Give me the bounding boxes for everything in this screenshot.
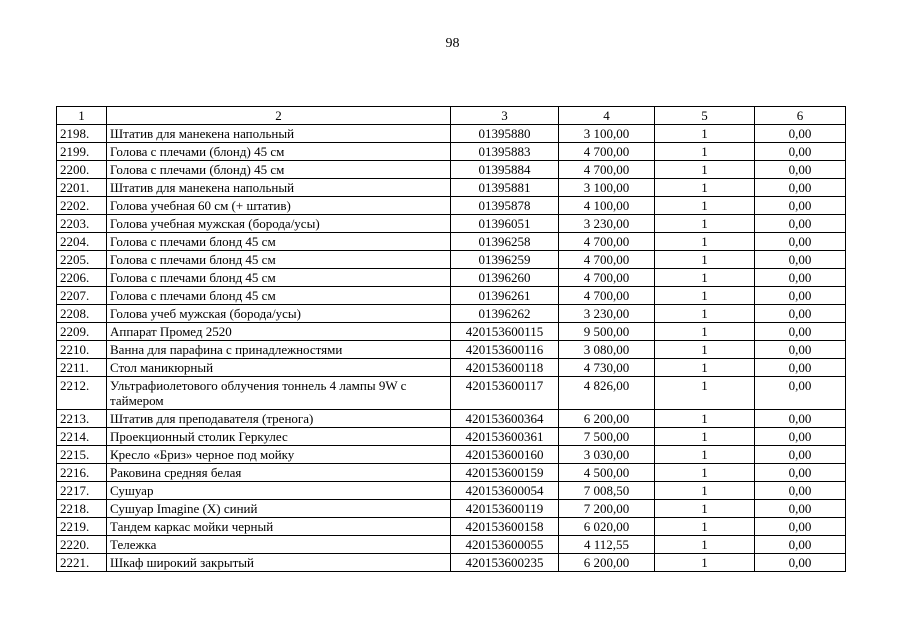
- quantity-cell: 1: [655, 377, 755, 410]
- table-row: [57, 305, 846, 323]
- row-number-cell: 2211.: [57, 359, 107, 377]
- price-cell: 4 100,00: [559, 197, 655, 215]
- price-cell: 6 200,00: [559, 554, 655, 572]
- column-header-3: 3: [451, 107, 559, 125]
- row-number-cell: 2204.: [57, 233, 107, 251]
- inventory-code-cell: 420153600361: [451, 428, 559, 446]
- row-number-cell: 2207.: [57, 287, 107, 305]
- inventory-code-cell: 01396262: [451, 305, 559, 323]
- row-number-cell: 2216.: [57, 464, 107, 482]
- header-row: [57, 107, 846, 125]
- inventory-code-cell: 01395883: [451, 143, 559, 161]
- residual-value-cell: 0,00: [755, 143, 846, 161]
- row-number-cell: 2198.: [57, 125, 107, 143]
- price-cell: 3 230,00: [559, 305, 655, 323]
- quantity-cell: 1: [655, 143, 755, 161]
- table-row: [57, 428, 846, 446]
- residual-value-cell: 0,00: [755, 482, 846, 500]
- item-name-cell: Голова с плечами (блонд) 45 см: [107, 143, 451, 161]
- row-number-cell: 2206.: [57, 269, 107, 287]
- residual-value-cell: 0,00: [755, 518, 846, 536]
- item-name-cell: Голова с плечами (блонд) 45 см: [107, 161, 451, 179]
- residual-value-cell: 0,00: [755, 287, 846, 305]
- residual-value-cell: 0,00: [755, 233, 846, 251]
- inventory-code-cell: 01396260: [451, 269, 559, 287]
- price-cell: 4 112,55: [559, 536, 655, 554]
- item-name-cell: Голова с плечами блонд 45 см: [107, 251, 451, 269]
- price-cell: 4 730,00: [559, 359, 655, 377]
- price-cell: 4 500,00: [559, 464, 655, 482]
- inventory-code-cell: 01395884: [451, 161, 559, 179]
- quantity-cell: 1: [655, 446, 755, 464]
- price-cell: 4 700,00: [559, 233, 655, 251]
- quantity-cell: 1: [655, 197, 755, 215]
- table-row: [57, 377, 846, 410]
- quantity-cell: 1: [655, 500, 755, 518]
- table-row: [57, 410, 846, 428]
- price-cell: 6 020,00: [559, 518, 655, 536]
- quantity-cell: 1: [655, 305, 755, 323]
- item-name-cell: Тележка: [107, 536, 451, 554]
- price-cell: 3 230,00: [559, 215, 655, 233]
- item-name-cell: Проекционный столик Геркулес: [107, 428, 451, 446]
- quantity-cell: 1: [655, 464, 755, 482]
- price-cell: 9 500,00: [559, 323, 655, 341]
- item-name-cell: Штатив для преподавателя (тренога): [107, 410, 451, 428]
- column-header-5: 5: [655, 107, 755, 125]
- table-row: [57, 341, 846, 359]
- price-cell: 4 700,00: [559, 251, 655, 269]
- residual-value-cell: 0,00: [755, 125, 846, 143]
- inventory-code-cell: 420153600160: [451, 446, 559, 464]
- item-name-cell: Голова с плечами блонд 45 см: [107, 269, 451, 287]
- item-name-cell: Стол маникюрный: [107, 359, 451, 377]
- residual-value-cell: 0,00: [755, 197, 846, 215]
- table-row: [57, 464, 846, 482]
- inventory-code-cell: 420153600055: [451, 536, 559, 554]
- price-cell: 4 700,00: [559, 287, 655, 305]
- residual-value-cell: 0,00: [755, 215, 846, 233]
- column-header-1: 1: [57, 107, 107, 125]
- item-name-cell: Голова учеб мужская (борода/усы): [107, 305, 451, 323]
- inventory-code-cell: 420153600054: [451, 482, 559, 500]
- row-number-cell: 2221.: [57, 554, 107, 572]
- residual-value-cell: 0,00: [755, 179, 846, 197]
- residual-value-cell: 0,00: [755, 341, 846, 359]
- item-name-cell: Голова учебная мужская (борода/усы): [107, 215, 451, 233]
- inventory-code-cell: 420153600119: [451, 500, 559, 518]
- residual-value-cell: 0,00: [755, 536, 846, 554]
- quantity-cell: 1: [655, 179, 755, 197]
- price-cell: 3 100,00: [559, 125, 655, 143]
- quantity-cell: 1: [655, 251, 755, 269]
- residual-value-cell: 0,00: [755, 446, 846, 464]
- table-body: [57, 125, 846, 572]
- inventory-code-cell: 01396051: [451, 215, 559, 233]
- row-number-cell: 2199.: [57, 143, 107, 161]
- item-name-cell: Ультрафиолетового облучения тоннель 4 лампы 9W с таймером: [107, 377, 451, 410]
- inventory-code-cell: 01396258: [451, 233, 559, 251]
- column-header-2: 2: [107, 107, 451, 125]
- item-name-cell: Ванна для парафина с принадлежностями: [107, 341, 451, 359]
- item-name-cell: Голова учебная 60 см (+ штатив): [107, 197, 451, 215]
- row-number-cell: 2215.: [57, 446, 107, 464]
- price-cell: 7 500,00: [559, 428, 655, 446]
- table-row: [57, 554, 846, 572]
- table-row: [57, 287, 846, 305]
- table-row: [57, 161, 846, 179]
- residual-value-cell: 0,00: [755, 464, 846, 482]
- page-number: 98: [445, 36, 460, 51]
- inventory-code-cell: 420153600235: [451, 554, 559, 572]
- inventory-code-cell: 420153600118: [451, 359, 559, 377]
- item-name-cell: Аппарат Промед 2520: [107, 323, 451, 341]
- residual-value-cell: 0,00: [755, 251, 846, 269]
- residual-value-cell: 0,00: [755, 269, 846, 287]
- residual-value-cell: 0,00: [755, 410, 846, 428]
- inventory-code-cell: 01395878: [451, 197, 559, 215]
- quantity-cell: 1: [655, 554, 755, 572]
- inventory-code-cell: 01395881: [451, 179, 559, 197]
- table-row: [57, 482, 846, 500]
- price-cell: 3 100,00: [559, 179, 655, 197]
- row-number-cell: 2200.: [57, 161, 107, 179]
- price-cell: 6 200,00: [559, 410, 655, 428]
- row-number-cell: 2212.: [57, 377, 107, 410]
- quantity-cell: 1: [655, 323, 755, 341]
- item-name-cell: Тандем каркас мойки черный: [107, 518, 451, 536]
- quantity-cell: 1: [655, 341, 755, 359]
- quantity-cell: 1: [655, 287, 755, 305]
- quantity-cell: 1: [655, 125, 755, 143]
- table-row: [57, 359, 846, 377]
- row-number-cell: 2213.: [57, 410, 107, 428]
- table-row: [57, 323, 846, 341]
- inventory-code-cell: 420153600159: [451, 464, 559, 482]
- price-cell: 4 700,00: [559, 269, 655, 287]
- quantity-cell: 1: [655, 428, 755, 446]
- table-row: [57, 197, 846, 215]
- price-cell: 3 080,00: [559, 341, 655, 359]
- table-row: [57, 215, 846, 233]
- price-cell: 7 008,50: [559, 482, 655, 500]
- column-header-4: 4: [559, 107, 655, 125]
- quantity-cell: 1: [655, 215, 755, 233]
- residual-value-cell: 0,00: [755, 377, 846, 410]
- item-name-cell: Голова с плечами блонд 45 см: [107, 233, 451, 251]
- inventory-code-cell: 420153600117: [451, 377, 559, 410]
- column-header-6: 6: [755, 107, 846, 125]
- inventory-code-cell: 01396259: [451, 251, 559, 269]
- table-row: [57, 269, 846, 287]
- row-number-cell: 2201.: [57, 179, 107, 197]
- item-name-cell: Штатив для манекена напольный: [107, 125, 451, 143]
- table-row: [57, 446, 846, 464]
- price-cell: 4 700,00: [559, 161, 655, 179]
- item-name-cell: Штатив для манекена напольный: [107, 179, 451, 197]
- table-row: [57, 179, 846, 197]
- inventory-code-cell: 420153600364: [451, 410, 559, 428]
- residual-value-cell: 0,00: [755, 428, 846, 446]
- table-row: [57, 125, 846, 143]
- quantity-cell: 1: [655, 161, 755, 179]
- residual-value-cell: 0,00: [755, 305, 846, 323]
- quantity-cell: 1: [655, 518, 755, 536]
- table-row: [57, 251, 846, 269]
- price-cell: 3 030,00: [559, 446, 655, 464]
- price-cell: 4 826,00: [559, 377, 655, 410]
- row-number-cell: 2203.: [57, 215, 107, 233]
- inventory-code-cell: 420153600158: [451, 518, 559, 536]
- item-name-cell: Кресло «Бриз» черное под мойку: [107, 446, 451, 464]
- table-row: [57, 233, 846, 251]
- row-number-cell: 2219.: [57, 518, 107, 536]
- inventory-code-cell: 420153600116: [451, 341, 559, 359]
- inventory-code-cell: 01395880: [451, 125, 559, 143]
- inventory-code-cell: 01396261: [451, 287, 559, 305]
- row-number-cell: 2214.: [57, 428, 107, 446]
- table-row: [57, 518, 846, 536]
- residual-value-cell: 0,00: [755, 500, 846, 518]
- price-cell: 7 200,00: [559, 500, 655, 518]
- table-row: [57, 143, 846, 161]
- row-number-cell: 2209.: [57, 323, 107, 341]
- quantity-cell: 1: [655, 536, 755, 554]
- row-number-cell: 2210.: [57, 341, 107, 359]
- row-number-cell: 2220.: [57, 536, 107, 554]
- row-number-cell: 2208.: [57, 305, 107, 323]
- table-header: [57, 107, 846, 125]
- table-row: [57, 536, 846, 554]
- row-number-cell: 2202.: [57, 197, 107, 215]
- quantity-cell: 1: [655, 233, 755, 251]
- row-number-cell: 2205.: [57, 251, 107, 269]
- inventory-table: [56, 106, 846, 572]
- item-name-cell: Голова с плечами блонд 45 см: [107, 287, 451, 305]
- table-row: [57, 500, 846, 518]
- item-name-cell: Раковина средняя белая: [107, 464, 451, 482]
- item-name-cell: Сушуар Imagine (X) синий: [107, 500, 451, 518]
- row-number-cell: 2217.: [57, 482, 107, 500]
- price-cell: 4 700,00: [559, 143, 655, 161]
- quantity-cell: 1: [655, 269, 755, 287]
- residual-value-cell: 0,00: [755, 161, 846, 179]
- inventory-code-cell: 420153600115: [451, 323, 559, 341]
- residual-value-cell: 0,00: [755, 323, 846, 341]
- quantity-cell: 1: [655, 359, 755, 377]
- item-name-cell: Шкаф широкий закрытый: [107, 554, 451, 572]
- item-name-cell: Сушуар: [107, 482, 451, 500]
- quantity-cell: 1: [655, 482, 755, 500]
- row-number-cell: 2218.: [57, 500, 107, 518]
- residual-value-cell: 0,00: [755, 554, 846, 572]
- quantity-cell: 1: [655, 410, 755, 428]
- residual-value-cell: 0,00: [755, 359, 846, 377]
